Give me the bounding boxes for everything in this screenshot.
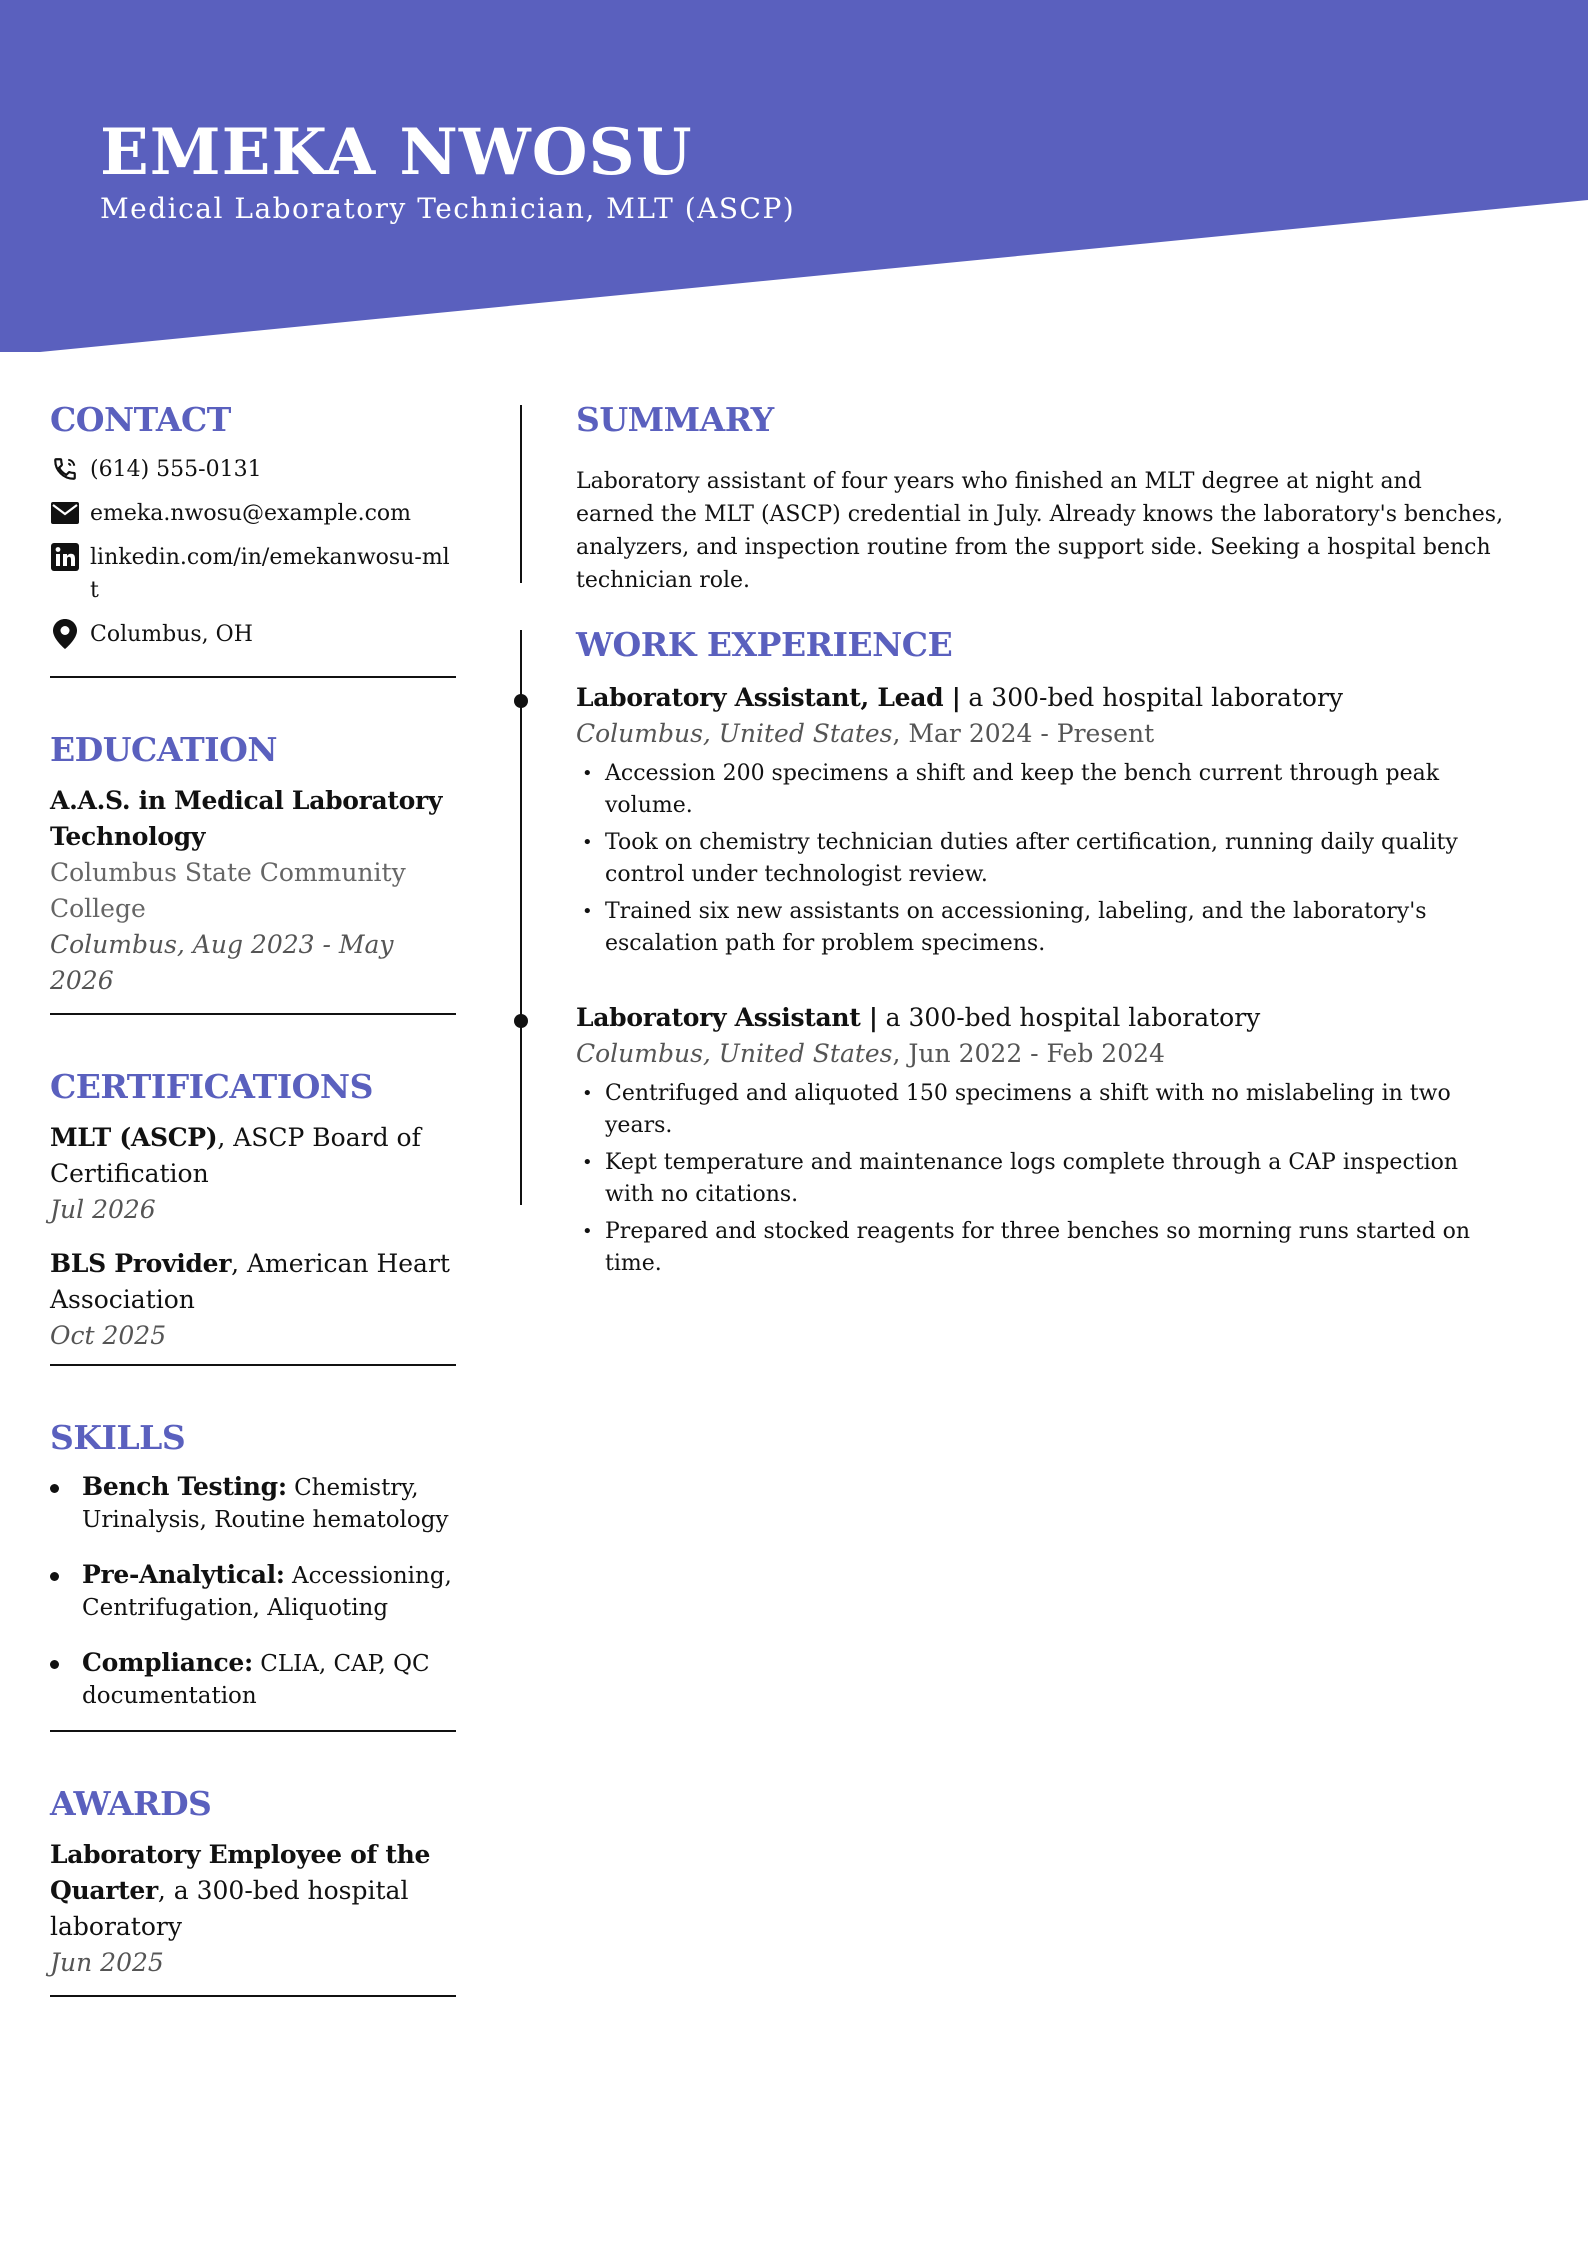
education-degree: A.A.S. in Medical Laboratory Technology (50, 786, 443, 851)
job-dates: , Mar 2024 - Present (892, 719, 1155, 748)
award-org: , a 300-bed hospital laboratory (50, 1876, 409, 1941)
job-title: Laboratory Assistant | (576, 1003, 878, 1032)
job-dates: , Jun 2022 - Feb 2024 (892, 1039, 1165, 1068)
contact-location (50, 618, 456, 651)
skill-value: Chemistry, Urinalysis, Routine hematology (82, 1475, 449, 1533)
certification-issuer: , ASCP Board of Certification (50, 1123, 421, 1188)
job-org: a 300-bed hospital laboratory (877, 1003, 1261, 1032)
certifications-section (50, 1067, 456, 1366)
skill-item (50, 1471, 456, 1536)
phone-text: (614) 555-0131 (90, 457, 262, 482)
education-title: EDUCATION (50, 730, 278, 769)
job-location: Columbus, United States (576, 719, 893, 748)
candidate-name: EMEKA NWOSU (100, 115, 693, 190)
certifications-title: CERTIFICATIONS (50, 1067, 373, 1106)
left-column (50, 400, 456, 2049)
education-section (50, 730, 456, 1015)
contact-email[interactable] (50, 497, 456, 530)
award-name: Laboratory Employee of the Quarter (50, 1840, 431, 1905)
linkedin-text[interactable]: linkedin.com/in/emekanwosu-mlt (90, 545, 450, 603)
job-bullet: • Accession 200 specimens a shift and keep the bench current through peak volume. (576, 758, 1506, 822)
skills-section (50, 1418, 456, 1732)
candidate-subtitle: Medical Laboratory Technician, MLT (ASCP) (100, 192, 796, 225)
contact-section (50, 400, 456, 678)
summary-text: Laboratory assistant of four years who finished an MLT degree at night and earned the MLT (ASCP) credential in July. Already knows the laboratory's benches, analyzers, and inspection routine from the support side. Seeking a hospital bench technician role. (576, 469, 1504, 593)
job-bullet: • Kept temperature and maintenance logs complete through a CAP inspection with no citations. (576, 1147, 1506, 1211)
award-item (50, 1837, 456, 1981)
linkedin-icon (50, 542, 80, 572)
timeline-dot (514, 1014, 528, 1028)
work-experience-section (576, 625, 1506, 1320)
timeline-dot (514, 694, 528, 708)
education-meta: Columbus, Aug 2023 - May 2026 (50, 930, 394, 995)
certification-date: Oct 2025 (50, 1321, 167, 1350)
certification-item (50, 1246, 456, 1354)
job-bullets (576, 1078, 1506, 1280)
awards-section (50, 1784, 456, 1997)
contact-linkedin[interactable] (50, 541, 456, 607)
education-school: Columbus State Community College (50, 858, 406, 923)
phone-icon (50, 454, 80, 484)
summary-divider (520, 405, 522, 583)
job-entry (576, 1000, 1506, 1280)
certification-item (50, 1120, 456, 1228)
skill-item (50, 1559, 456, 1624)
job-bullet: • Took on chemistry technician duties after certification, running daily quality control under technologist review. (576, 827, 1506, 891)
job-location: Columbus, United States (576, 1039, 893, 1068)
skills-title: SKILLS (50, 1418, 186, 1457)
work-experience-title: WORK EXPERIENCE (576, 625, 953, 664)
certification-name: BLS Provider (50, 1249, 232, 1278)
job-bullet: • Centrifuged and aliquoted 150 specimens a shift with no mislabeling in two years. (576, 1078, 1506, 1142)
award-date: Jun 2025 (50, 1948, 164, 1977)
job-entry (576, 680, 1506, 960)
contact-title: CONTACT (50, 400, 231, 439)
awards-title: AWARDS (50, 1784, 212, 1823)
certification-issuer: , American Heart Association (50, 1249, 450, 1314)
certification-name: MLT (ASCP) (50, 1123, 218, 1152)
skill-value: CLIA, CAP, QC documentation (82, 1651, 430, 1709)
skills-list (50, 1471, 456, 1712)
email-text[interactable]: emeka.nwosu@example.com (90, 501, 412, 526)
location-pin-icon (50, 619, 80, 649)
timeline-line (520, 630, 522, 1205)
job-org: a 300-bed hospital laboratory (960, 683, 1344, 712)
skill-item (50, 1647, 456, 1712)
location-text: Columbus, OH (90, 622, 253, 647)
skill-name: Compliance: (82, 1648, 253, 1677)
job-bullet: • Prepared and stocked reagents for three benches so morning runs started on time. (576, 1216, 1506, 1280)
skill-value: Accessioning, Centrifugation, Aliquoting (82, 1563, 452, 1621)
certification-date: Jul 2026 (50, 1195, 156, 1224)
job-bullets (576, 758, 1506, 960)
summary-title: SUMMARY (576, 400, 774, 439)
summary-section (576, 400, 1506, 597)
contact-phone (50, 453, 456, 486)
job-title: Laboratory Assistant, Lead | (576, 683, 961, 712)
email-icon (50, 498, 80, 528)
skill-name: Bench Testing: (82, 1472, 287, 1501)
skill-name: Pre-Analytical: (82, 1560, 285, 1589)
job-bullet: • Trained six new assistants on accessioning, labeling, and the laboratory's escalation path for problem specimens. (576, 896, 1506, 960)
